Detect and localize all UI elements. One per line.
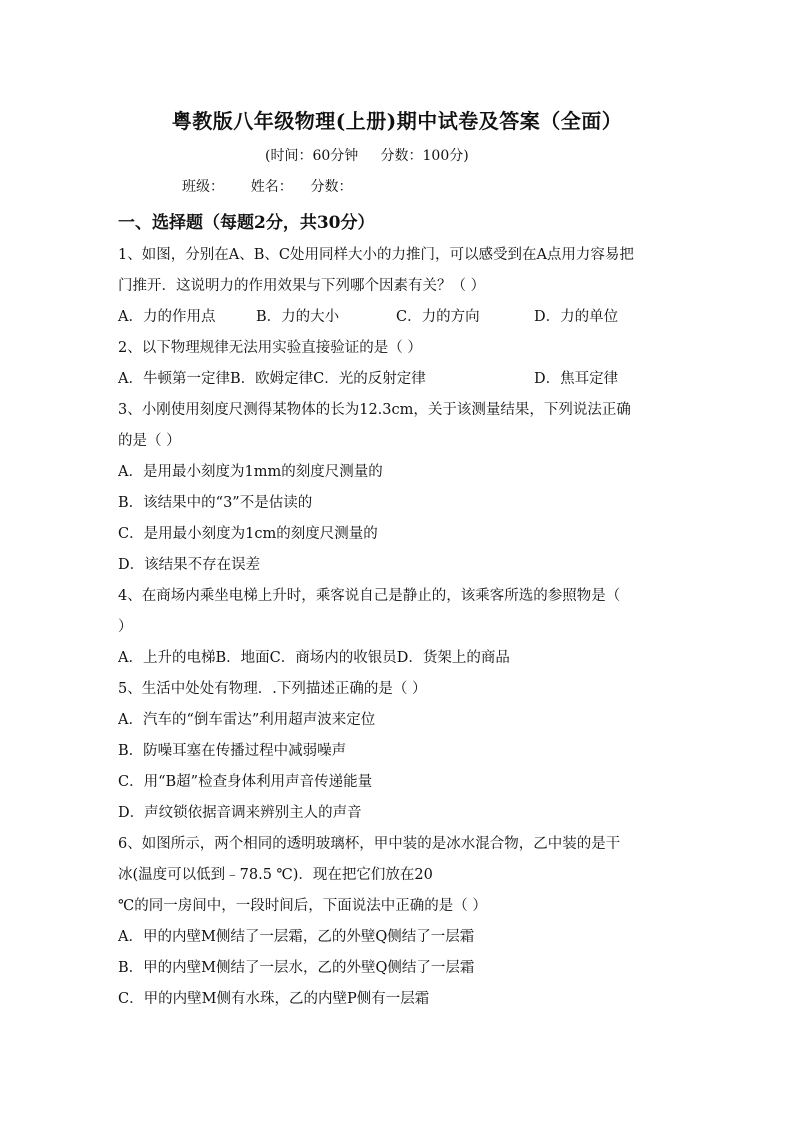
q2-option-d: D．焦耳定律: [534, 371, 619, 387]
q5-option-b: B．防噪耳塞在传播过程中减弱噪声: [118, 743, 347, 759]
q2-options: [118, 364, 678, 395]
q4-line1: 4、在商场内乘坐电梯上升时，乘客说自己是静止的，该乘客所选的参照物是（: [118, 588, 621, 604]
q6-option-b: B．甲的内壁M侧结了一层水，乙的外壁Q侧结了一层霜: [118, 960, 475, 976]
q1-option-b: B．力的大小: [256, 309, 340, 325]
q5-option-c: C．用“B超”检查身体利用声音传递能量: [118, 774, 373, 790]
page-title: 粤教版八年级物理(上册)期中试卷及答案（全面）: [171, 109, 623, 133]
q6-line3: ℃的同一房间中，一段时间后，下面说法中正确的是（ ）: [118, 898, 487, 914]
q5-option-a: A．汽车的“倒车雷达”利用超声波来定位: [118, 712, 376, 728]
q3-line2: 的是（ ）: [118, 433, 181, 449]
q3-option-a: A．是用最小刻度为1mm的刻度尺测量的: [118, 464, 383, 480]
q3-option-d: D．该结果不存在误差: [118, 557, 261, 573]
q2-line1: 2、以下物理规律无法用实验直接验证的是（ ）: [118, 340, 422, 356]
q1-option-c: C．力的方向: [396, 309, 480, 325]
q6-line2: 冰(温度可以低到﹣78.5 ℃)．现在把它们放在20: [118, 867, 433, 883]
q5-line1: 5、生活中处处有物理．.下列描述正确的是（ ）: [118, 681, 427, 697]
student-fields: 班级： 姓名： 分数：: [182, 179, 353, 195]
section-heading: 一、选择题（每题2分，共30分）: [118, 213, 375, 233]
q6-option-a: A．甲的内壁M侧结了一层霜，乙的外壁Q侧结了一层霜: [118, 929, 475, 945]
q6-option-c: C．甲的内壁M侧有水珠，乙的内壁P侧有一层霜: [118, 991, 430, 1007]
q1-options: [118, 302, 678, 333]
q4-line2: ）: [118, 619, 133, 635]
q6-line1: 6、如图所示，两个相同的透明玻璃杯，甲中装的是冰水混合物，乙中装的是干: [118, 836, 621, 852]
q5-option-d: D．声纹锁依据音调来辨别主人的声音: [118, 805, 362, 821]
q3-option-b: B．该结果中的“3”不是估读的: [118, 495, 313, 511]
q1-line1: 1、如图，分别在A、B、C处用同样大小的力推门，可以感受到在A点用力容易把: [118, 247, 634, 263]
q3-option-c: C．是用最小刻度为1cm的刻度尺测量的: [118, 526, 378, 542]
q4-options: A．上升的电梯B．地面C．商场内的收银员D．货架上的商品: [118, 650, 510, 666]
exam-info: (时间：60分钟 分数：100分): [265, 148, 469, 164]
q1-option-d: D．力的单位: [534, 309, 619, 325]
q1-option-a: A．力的作用点: [118, 309, 216, 325]
q2-options-abc: A．牛顿第一定律B．欧姆定律C．光的反射定律: [118, 371, 426, 387]
q1-line2: 门推开．这说明力的作用效果与下列哪个因素有关？（ ）: [118, 278, 486, 294]
q3-line1: 3、小刚使用刻度尺测得某物体的长为12.3cm，关于该测量结果，下列说法正确: [118, 402, 631, 418]
question-list: [118, 240, 678, 1015]
